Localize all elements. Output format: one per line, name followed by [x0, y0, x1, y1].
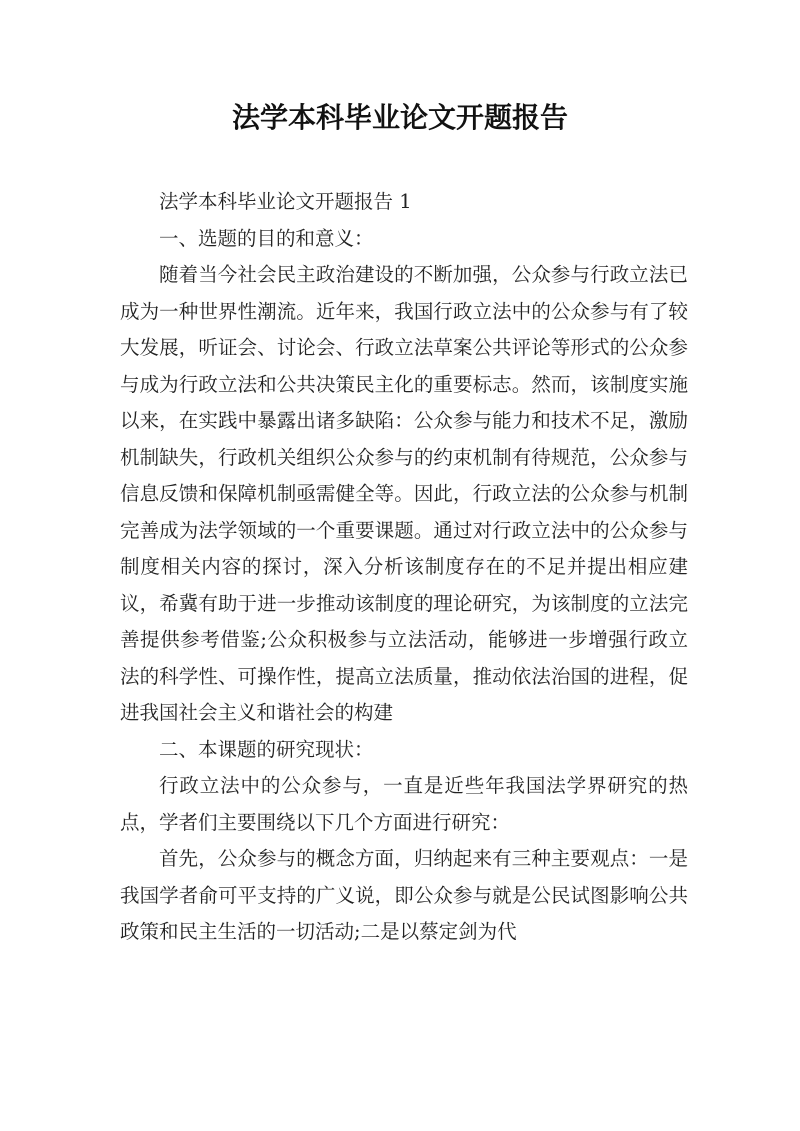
document-title: 法学本科毕业论文开题报告	[231, 101, 568, 134]
paragraph-report-heading: 法学本科毕业论文开题报告 1	[159, 190, 412, 213]
paragraph-purpose-significance: 随着当今社会民主政治建设的不断加强，公众参与行政立法已成为一种世界性潮流。近年来，我国行政立法中的公众参与有了较大发展，听证会、讨论会、行政立法草案公共评论等形式的公众参与成为行政立法和公共决策民主化的重要标志。然而，该制度实施以来，在实践中暴露出诸多缺陷：公众参与能力和技术不足，激励机制缺失，行政机关组织公众参与的约束机制有待规范，公众参与信息反馈和保障机制亟需健全等。因此，行政立法的公众参与机制完善成为法学领域的一个重要课题。通过对行政立法中的公众参与制度相关内容的探讨，深入分析该制度存在的不足并提出相应建议，希冀有助于进一步推动该制度的理论研究，为该制度的立法完善提供参考借鉴;公众积极参与立法活动，能够进一步增强行政立法的科学性、可操作性，提高立法质量，推动依法治国的进程，促进我国社会主义和谐社会的构建	[120, 263, 688, 724]
paragraph-research-status: 行政立法中的公众参与，一直是近些年我国法学界研究的热点，学者们主要围绕以下几个方面进行研究：	[120, 774, 688, 834]
paragraph-section-1-heading: 一、选题的目的和意义：	[159, 226, 374, 250]
paragraph-section-2-heading: 二、本课题的研究现状：	[159, 737, 374, 761]
paragraph-concept-views: 首先，公众参与的概念方面，归纳起来有三种主要观点：一是我国学者俞可平支持的广义说，即公众参与就是公民试图影响公共政策和民主生活的一切活动;二是以蔡定剑为代	[120, 847, 688, 943]
document-body	[120, 184, 688, 951]
